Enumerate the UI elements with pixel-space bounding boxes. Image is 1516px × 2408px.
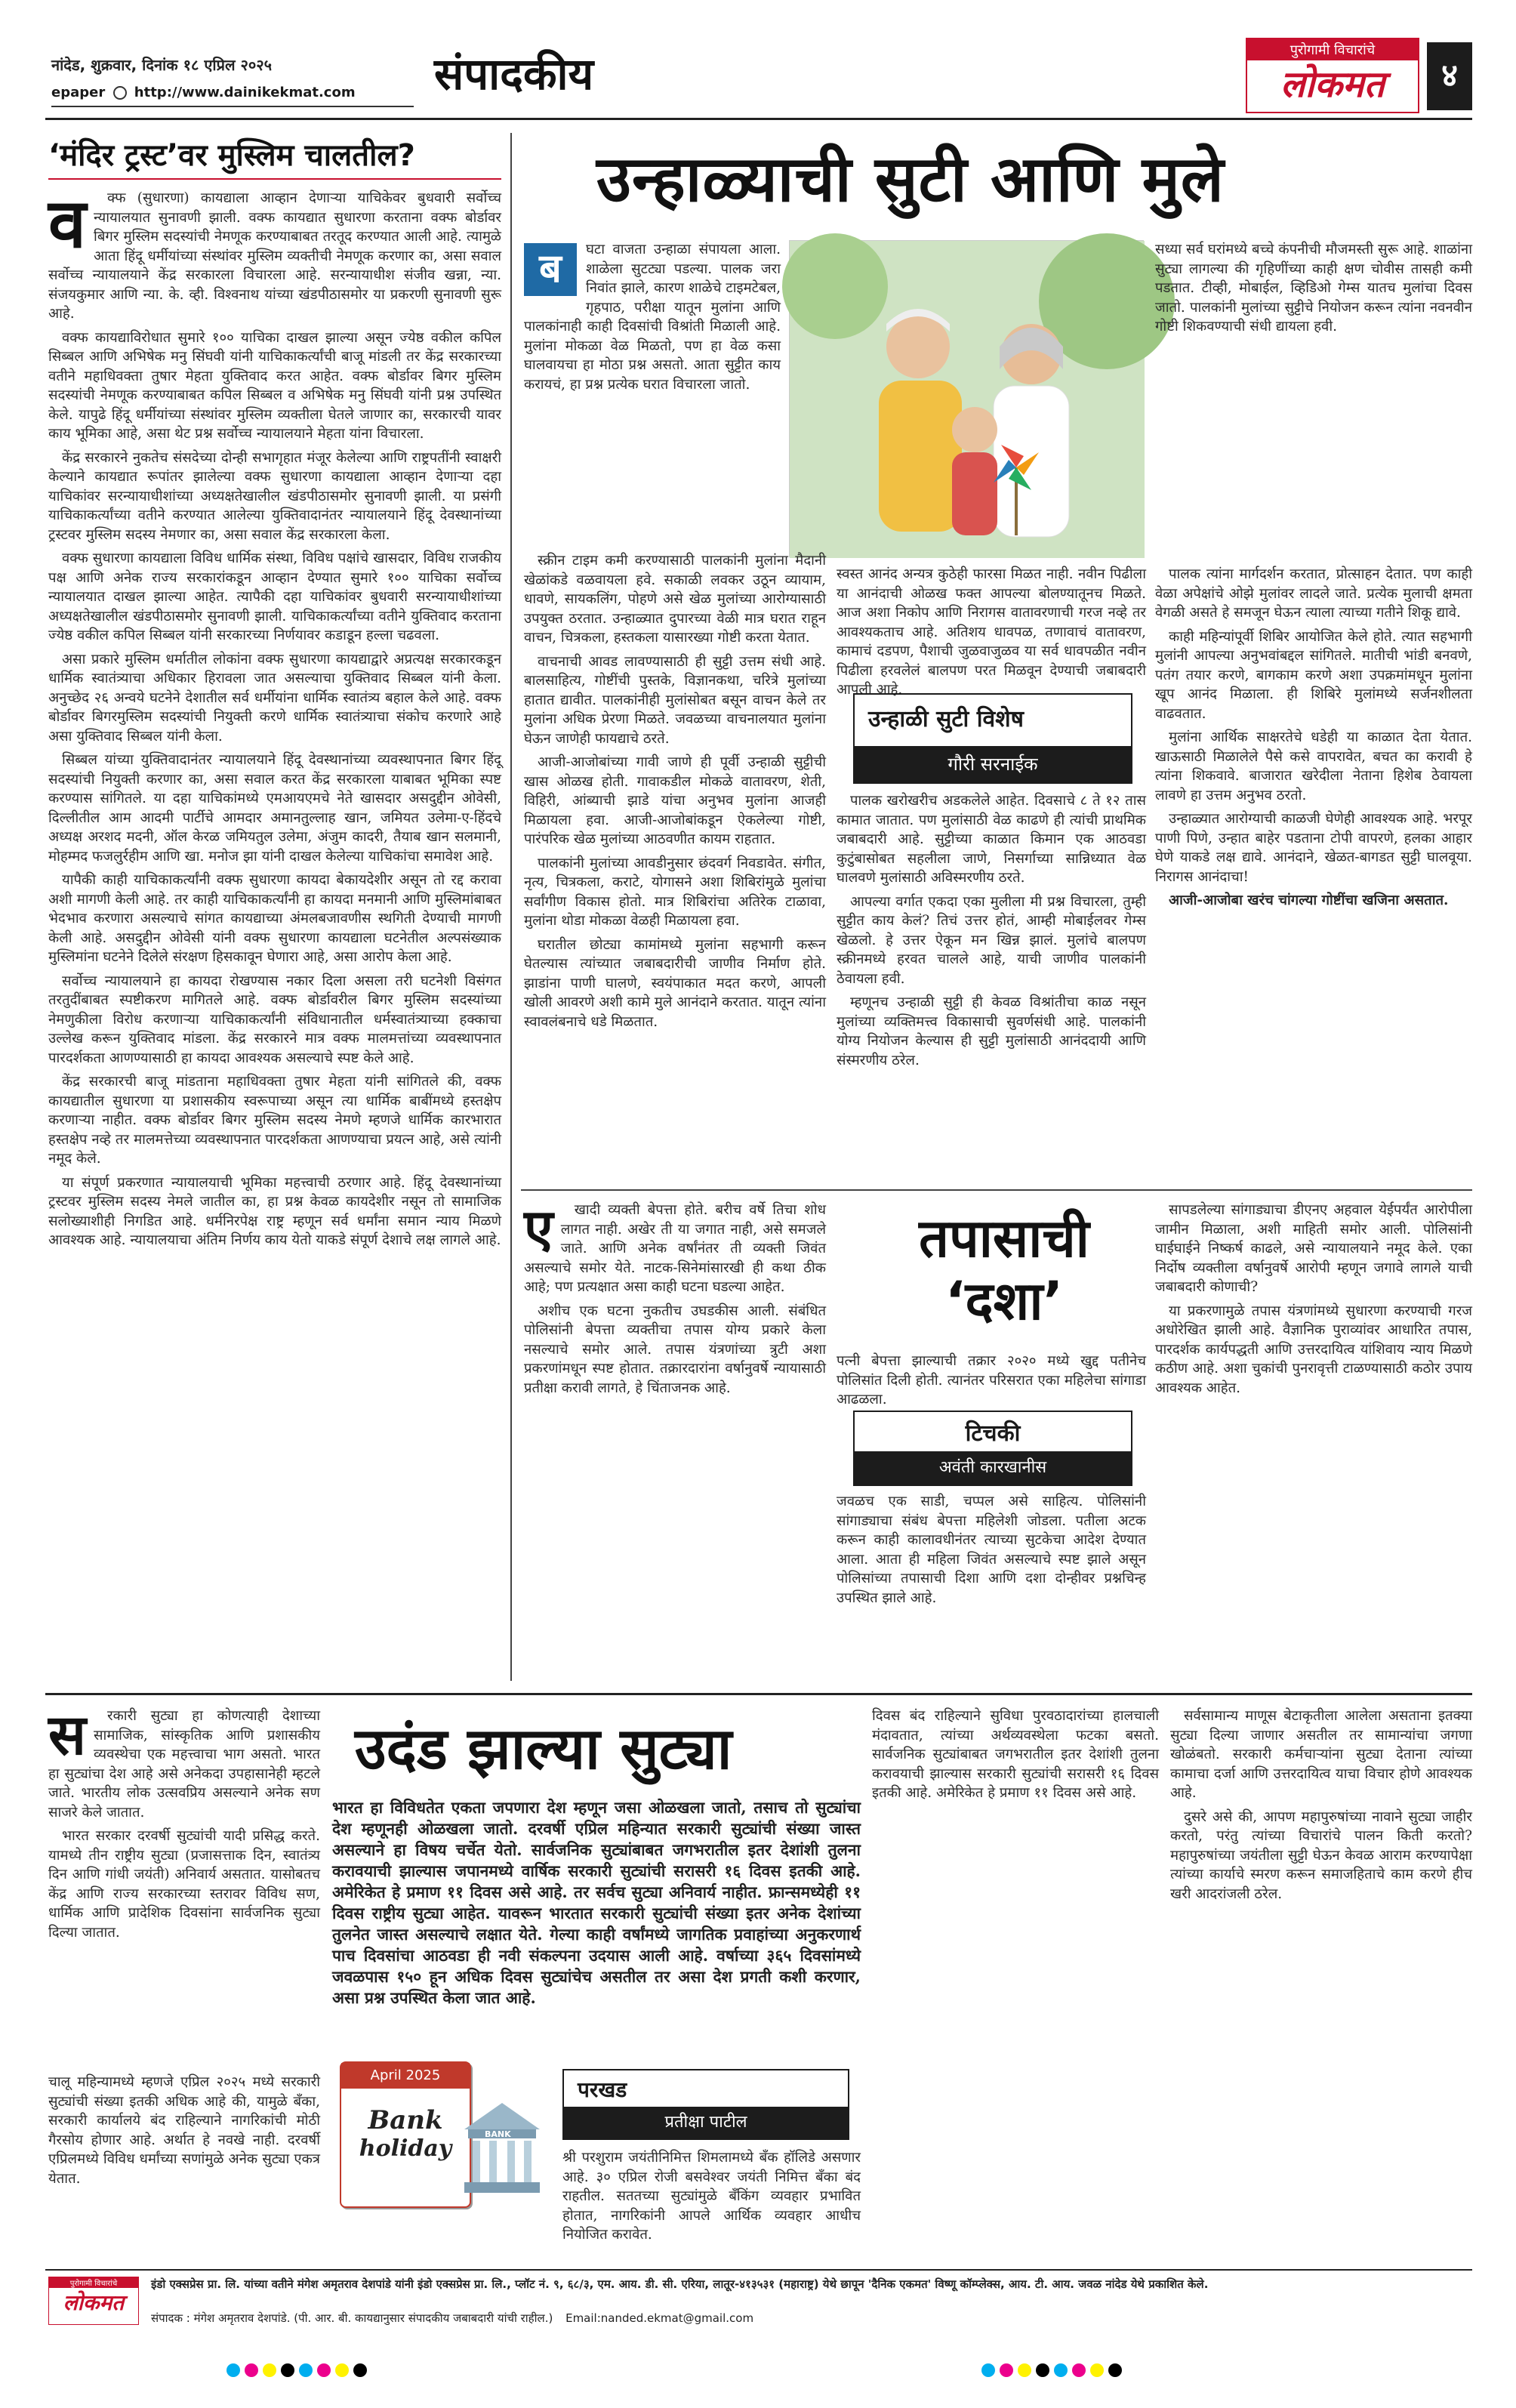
summer-paragraph: घरातील छोट्या कामांमध्ये मुलांना सहभागी करून घेतल्यास त्यांच्यात जबाबदारीची जाणीव निर्माण होते. झाडांना पाणी घालणे, स्वयंपाकात मदत करणे, आपली खोली आवरणे अशी कामे मुले आनंदाने करतात. यातून त्यांना स्वावलंबनाचे धडे मिळतात.	[524, 936, 826, 1030]
header-rule	[45, 118, 1472, 120]
tapas-col3	[1155, 1201, 1472, 1684]
holiday-lede: भारत हा विविधतेत एकता जपणारा देश म्हणून जसा ओळखला जातो, तसाच तो सुट्यांचा देश म्हणूनही ओळखला जातो. दरवर्षी एप्रिल महिन्यात सरकारी सुट्यांची संख्या जास्त असल्याने हा विषय चर्चेत येतो. सार्वजनिक सुट्यांबाबत जगभरातील इतर देशांशी तुलना करावयाची झाल्यास जपानमध्ये वार्षिक सरकारी सुट्यांची सरासरी १६ दिवस इतकी आहे. अमेरिकेत हे प्रमाण ११ दिवस असे आहे. तर सर्वच सुट्या अनिवार्य नाहीत. फ्रान्समध्येही ११ दिवस राष्ट्रीय सुट्या आहेत. यावरून भारतात सरकारी सुट्यांची संख्या इतर अनेक देशांच्या तुलनेत जास्त असल्याचे लक्षात येते. गेल्या काही वर्षांमध्ये जागतिक प्रवाहांच्या अनुकरणार्थ पाच दिवसांचा आठवडा ही नवी संकल्पना उदयास आली आहे. वर्षाच्या ३६५ दिवसांमध्ये जवळपास १५० हून अधिक दिवस सुट्यांचेच असतील तर असा देश प्रगती कशी करणार, असा प्रश्न उपस्थित केला जात आहे.	[332, 1798, 861, 2007]
tapas-paragraph: या प्रकरणामुळे तपास यंत्रणांमध्ये सुधारणा करण्याची गरज अधोरेखित झाली आहे. वैज्ञानिक पुराव्यांवर आधारित तपास, पारदर्शक कार्यपद्धती आणि उत्तरदायित्व यांशिवाय न्याय मिळणे कठीण आहे. अशा चुकांची पुनरावृत्ती टाळण्यासाठी कठोर उपाय आवश्यक आहेत.	[1155, 1303, 1472, 1396]
calendar-bank-line1: Bank	[368, 2105, 443, 2135]
holiday-paragraph: भारत सरकार दरवर्षी सुट्यांची यादी प्रसिद्ध करते. यामध्ये तीन राष्ट्रीय सुट्या (प्रजासत्ताक दिन, स्वातंत्र्य दिन आणि गांधी जयंती) अनिवार्य असतात. यासोबतच केंद्र आणि राज्य सरकारच्या स्तरावर विविध सण, धार्मिक आणि प्रादेशिक दिवसांना सार्वजनिक सुट्या दिल्या जातात.	[48, 1828, 320, 1941]
summer-intro-text: घटा वाजता उन्हाळा संपायला आला. शाळेला सुटट्या पडल्या. पालक जरा निवांत झाले, कारण शाळेचे टाइमटेबल, गृहपाठ, परीक्षा यातून मुलांना आणि पालकांनाही काही दिवसांची विश्रांती मिळाली आहे. मुलांना मोकळा वेळ मिळतो, पण हा वेळ कसा घालवायचा हा मोठा प्रश्न असतो. आता सुट्टीत काय करायचं, हा प्रश्न प्रत्येक घरात विचारला जातो.	[524, 242, 781, 393]
summer-kicker-box	[853, 693, 1132, 784]
summer-paragraph: पालक त्यांना मार्गदर्शन करतात, प्रोत्साहन देतात. पण काही वेळा अपेक्षांचे ओझे मुलांवर लादले जाते. प्रत्येक मुलाची क्षमता वेगळी असते हे समजून घेऊन त्याला त्याच्या गतीने शिकू द्यावे.	[1155, 566, 1472, 621]
holiday-dropcap: स	[48, 1703, 87, 1768]
summer-paragraph: वाचनाची आवड लावण्यासाठी ही सुट्टी उत्तम संधी आहे. बालसाहित्य, गोष्टींची पुस्तके, विज्ञानकथा, चरित्रे मुलांच्या हातात द्यावीत. पालकांनीही मुलांसोबत बसून वाचन केले तर मुलांना अधिक प्रेरणा मिळते. जवळच्या वाचनालयात मुलांना घेऊन जाणेही फायद्याचे ठरते.	[524, 653, 826, 747]
lead-headline-underline	[48, 178, 501, 180]
footer-email[interactable]: Email:nanded.ekmat@gmail.com	[565, 2311, 754, 2325]
footer-editor-line	[151, 2311, 1472, 2326]
tapas-paragraph: खादी व्यक्ती बेपत्ता होते. बरीच वर्षे तिचा शोध लागत नाही. अखेर ती या जगात नाही, असे समजले जाते. आणि अनेक वर्षांनंतर ती व्यक्ती जिवंत असल्याचे समोर येते. नाटक-सिनेमांसारखी ही कथा ठीक आहे; पण प्रत्यक्षात असा काही घटना घडल्या आहेत.	[524, 1202, 826, 1295]
family-photo	[789, 240, 1144, 557]
summer-paragraph: म्हणूनच उन्हाळी सुट्टी ही केवळ विश्रांतीचा काळ नसून मुलांच्या व्यक्तिमत्त्व विकासाची सुवर्णसंधी आहे. पालकांनी योग्य नियोजन केल्यास ही सुट्टी मुलांसाठी आनंददायी आणि संस्मरणीय ठरेल.	[837, 994, 1146, 1068]
epaper-label: epaper	[51, 85, 106, 100]
lead-dropcap: व	[48, 183, 87, 264]
tapas-col2: जवळच एक साडी, चप्पल असे साहित्य. पोलिसांनी सांगाड्याचा संबंध बेपत्ता महिलेशी जोडला. पतीला अटक करून काही कालावधीनंतर त्याच्या सुटकेचा आदेश देण्यात आला. आता ही महिला जिवंत असल्याचे स्पष्ट झाले असून पोलिसांच्या तपासाची दिशा आणि दशा दोन्हीवर प्रश्नचिन्ह उपस्थित झाले आहे.	[837, 1494, 1146, 1606]
family-illustration	[790, 241, 1145, 558]
summer-paragraph: उन्हाळ्यात आरोग्याची काळजी घेणेही आवश्यक आहे. भरपूर पाणी पिणे, उन्हात बाहेर पडताना टोपी वापरणे, हलका आहार घेणे याकडे लक्ष द्यावे. आनंदाने, खेळत-बागडत सुट्टी घालवूया. निरागस आनंदाचा!	[1155, 811, 1472, 885]
tapas-headline-line1: तपासाची	[919, 1207, 1089, 1269]
header-left-underline	[51, 106, 414, 107]
lead-paragraph: केंद्र सरकारने नुकतेच संसदेच्या दोन्ही सभागृहात मंजूर केलेल्या आणि राष्ट्रपतींनी स्वाक्षरी केल्याने कायद्यात रूपांतर झालेल्या वक्फ सुधारणा कायद्याला आव्हान देणाऱ्या दहा याचिकांवर सरन्यायाधीशांच्या अध्यक्षतेखालील खंडपीठासमोर सुनावणी झाली. या प्रसंगी याचिकाकर्त्यांच्या वतीने करण्यात आलेल्या युक्तिवादानंतर न्यायालयाने हिंदू देवस्थानांच्या ट्रस्टवर मुस्लिम सदस्य नेमणार का, असा सवाल केंद्र सरकारला केला.	[48, 449, 501, 543]
lead-paragraph: यापैकी काही याचिकाकर्त्यांनी वक्फ सुधारणा कायदा बेकायदेशीर असून तो रद्द करावा अशी मागणी केली आहे. तर काही याचिकाकर्त्यांनी हा कायदा मनमानी आणि मुस्लिमांबाबत भेदभाव करणारा असल्याचे सांगत कायद्याच्या अंमलबजावणीस स्थगिती देण्याची मागणी केली आहे. असदुद्दीन ओवेसी यांनी वक्फ सुधारणा कायद्याला घटनेतील अल्पसंख्याक मुस्लिमांना घटनेने दिलेले संरक्षण हिसकावून घेणारा आहे, असा आरोप केला आहे.	[48, 872, 501, 965]
holiday-col2-bottom: श्री परशुराम जयंतीनिमित्त शिमलामध्ये बँक हॉलिडे असणार आहे. ३० एप्रिल रोजी बसवेश्वर जयंती निमित्त बँका बंद राहतील. सततच्या सुट्यांमुळे बँकिंग व्यवहार प्रभावित होतात, नागरिकांनी आपले आर्थिक व्यवहार आधीच नियोजित करावेत.	[562, 2150, 861, 2243]
tapas-kicker-box	[853, 1411, 1132, 1486]
holiday-col2-top: दिवस बंद राहिल्याने सुविधा पुरवठादारांच्या हालचाली मंदावतात, त्यांच्या अर्थव्यवस्थेला फटका बसतो. सार्वजनिक सुट्यांबाबत जगभरातील इतर देशांशी तुलना करावयाची झाल्यास सरकारी सुट्यांची सरासरी १६ दिवस इतकी आहे. अमेरिकेत हे प्रमाण ११ दिवस असे आहे.	[872, 1708, 1159, 1801]
globe-icon	[113, 86, 127, 100]
holiday-author: प्रतीक्षा पाटील	[564, 2107, 848, 2138]
lead-paragraph: केंद्र सरकारची बाजू मांडताना महाधिवक्ता तुषार मेहता यांनी सांगितले की, वक्फ कायद्यातील सुधारणा या प्रशासकीय स्वरूपाच्या असून त्या धार्मिक बाबींमध्ये हस्तक्षेप करणाऱ्या नाहीत. वक्फ बोर्डावर बिगर मुस्लिम सदस्य नेमणे म्हणजे धार्मिक कारभारात हस्तक्षेप नव्हे तर मालमत्तेच्या व्यवस्थापनात पारदर्शकता आणण्याचा प्रयत्न आहे, असे त्यांनी नमूद केले.	[48, 1074, 501, 1167]
lead-paragraph: असा प्रकारे मुस्लिम धर्मातील लोकांना वक्फ सुधारणा कायद्याद्वारे अप्रत्यक्ष सरकारकडून धार्मिक स्वातंत्र्याचा अधिकार हिरावला जात असल्याचा युक्तिवाद सिब्बल यांनी केला. अनुच्छेद २६ अन्वये घटनेने देशातील सर्व धर्मीयांना धार्मिक स्वातंत्र्य बहाल केले आहे. वक्फ बोर्डावर बिगरमुस्लिम सदस्यांची नियुक्ती करणे धार्मिक स्वातंत्र्याचा संकोच करणारे आहे असा युक्तिवाद सिब्बल यांनी केला.	[48, 651, 501, 745]
summer-quote: आजी-आजोबा खरंच चांगल्या गोष्टींचा खजिना असतात.	[1169, 893, 1449, 908]
vertical-divider	[510, 133, 512, 1681]
holiday-col1	[48, 1703, 320, 2061]
tapas-col1	[524, 1197, 826, 1684]
lead-paragraph: या संपूर्ण प्रकरणात न्यायालयाची भूमिका महत्त्वाची ठरणार आहे. हिंदू देवस्थानांच्या ट्रस्टवर मुस्लिम सदस्य नेमले जातील का, हा प्रश्न केवळ कायदेशीर नसून तो सामाजिक सलोख्याशीही निगडित आहे. धर्मनिरपेक्ष राष्ट्र म्हणून सर्व धर्मांना समान न्याय मिळणे आवश्यक आहे. न्यायालयाचा अंतिम निर्णय काय येतो याकडे संपूर्ण देशाचे लक्ष लागले आहे.	[48, 1174, 501, 1248]
summer-author: गौरी सरनाईक	[855, 746, 1131, 782]
footer-logo	[48, 2277, 139, 2325]
tapas-headline	[853, 1208, 1155, 1333]
lead-paragraph: वक्फ सुधारणा कायद्याला विविध धार्मिक संस्था, विविध पक्षांचे खासदार, विविध राजकीय पक्ष आणि अनेक राज्य सरकारांकडून आव्हान देण्यात सुमारे १०० याचिका सर्वोच्च न्यायालयात दाखल झाल्या आहेत. त्यापैकी दहा याचिकांवर बुधवारी सरन्यायाधीशांच्या अध्यक्षतेखालील खंडपीठासमोर सुनावणी झाली. याचिकाकर्त्यांच्या वतीने युक्तिवाद करताना ज्येष्ठ वकील कपिल सिब्बल यांनी सरकारच्या निर्णयावर कडाडून हल्ला चढवला.	[48, 550, 501, 643]
tapas-kicker: टिचकी	[965, 1420, 1021, 1447]
calendar-bank-line2: holiday	[359, 2135, 452, 2162]
summer-paragraph: काही महिन्यांपूर्वी शिबिर आयोजित केले होते. त्यात सहभागी मुलांनी आपल्या अनुभवांबद्दल सांगितले. मातीची भांडी बनवणे, पतंग तयार करणे, बागकाम करणे अशा उपक्रमांमधून मुलांना खूप आनंद मिळाला. ही शिबिरे मुलांमध्ये सर्जनशीलता वाढवतात.	[1155, 628, 1472, 722]
holiday-paragraph: सर्वसामान्य माणूस बेटाकृतीला आलेला असताना इतक्या सुट्या दिल्या जाणार असतील तर सामान्यांचा जगणा खोळंबतो. सरकारी कर्मचाऱ्यांना सुट्या देताना त्यांच्या कामाचा दर्जा आणि उत्तरदायित्व याचा विचार होणे आवश्यक आहे.	[1170, 1708, 1472, 1801]
tapas-col2-top: पत्नी बेपत्ता झाल्याची तक्रार २०२० मध्ये खुद्द पतीनेच पोलिसांत दिली होती. त्यानंतर परिसरात एका महिलेचा सांगाडा आढळला.	[837, 1353, 1146, 1407]
lead-paragraph: क्फ (सुधारणा) कायद्याला आव्हान देणाऱ्या याचिकेवर बुधवारी सर्वोच्च न्यायालयात सुनावणी झाली. वक्फ कायद्यात सुधारणा करताना वक्फ बोर्डावर बिगर मुस्लिम सदस्यांची नेमणूक करण्याबाबत तरतूद करण्यात आली आहे. त्यामुळे आता हिंदू धर्मीयांच्या संस्थांवर मुस्लिम व्यक्तीची नेमणूक करणार का, असा सवाल सर्वोच्च न्यायालयाने केंद्र सरकारला विचारला आहे. सरन्यायाधीश संजीव खन्ना, न्या. संजयकुमार आणि न्या. के. व्ही. विश्वनाथ यांच्या खंडपीठासमोर या प्रकरणी सुनावणी सुरू आहे.	[48, 190, 501, 322]
lead-headline: ‘मंदिर ट्रस्ट’वर मुस्लिम चालतील?	[48, 138, 415, 173]
lead-body	[48, 183, 501, 1691]
summer-paragraph: पालक खरोखरीच अडकलेले आहेत. दिवसाचे ८ ते १२ तास कामात जातात. पण मुलांसाठी वेळ काढणे ही त्यांची प्राथमिक जबाबदारी आहे. सुट्टीच्या काळात किमान एक आठवडा कुटुंबासोबत सहलीला जाणे, निसर्गाच्या सान्निध्यात वेळ घालवणे मुलांसाठी अविस्मरणीय ठरते.	[837, 793, 1146, 886]
epaper-link[interactable]	[51, 85, 356, 100]
tapas-paragraph: अशीच एक घटना नुकतीच उघडकीस आली. संबंधित पोलिसांनी बेपत्ता व्यक्तीचा तपास योग्य प्रकारे केला नसल्याचे समोर आले. तपास यंत्रणांच्या त्रुटी अशा प्रकरणांमधून स्पष्ट होतात. तक्रारदारांना वर्षानुवर्षे न्यायासाठी प्रतीक्षा करावी लागते, हे चिंताजनक आहे.	[524, 1303, 826, 1396]
brand-logo	[1246, 38, 1419, 113]
section-title: संपादकीय	[434, 48, 594, 100]
summer-right-intro: सध्या सर्व घरांमध्ये बच्चे कंपनीची मौजमस्ती सुरू आहे. शाळांना सुट्या लागल्या की गृहिणींच्या काही क्षण चोवीस तासही कमी पडतात. टीव्ही, मोबाईल, व्हिडिओ गेम्स यातच मुलांचा दिवस जातो. पालकांनी मुलांच्या सुट्टीचे नियोजन करून त्यांना नवनवीन गोष्टी शिकवण्याची संधी द्यायला हवी.	[1155, 242, 1472, 335]
page-number: ४	[1427, 42, 1472, 110]
footer-editor: संपादक : मंगेश अमृतराव देशपांडे. (पी. आर. बी. कायद्यानुसार संपादकीय जबाबदारी यांची राहील.)	[151, 2311, 553, 2325]
bank-holiday-illustration	[332, 2054, 551, 2243]
tapas-headline-line2: ‘दशा’	[944, 1270, 1064, 1332]
bank-building-icon	[461, 2099, 544, 2197]
page-section-rule	[45, 1693, 1472, 1695]
bank-sign: BANK	[485, 2129, 511, 2139]
holiday-kicker: परखड	[578, 2077, 627, 2102]
summer-paragraph: मुलांना आर्थिक साक्षरतेचे धडेही या काळात देता येतात. खाऊसाठी मिळालेले पैसे कसे वापरावेत, बचत का करावी हे त्यांना शिकवावे. बाजारात खरेदीला नेताना हिशेब ठेवायला लावणे हा उत्तम अनुभव ठरतो.	[1155, 729, 1472, 803]
brand-tagline: पुरोगामी विचारांचे	[1247, 39, 1418, 60]
summer-dropcap: ब	[524, 243, 577, 296]
calendar-icon	[340, 2061, 471, 2208]
tapas-author: अवंती कारखानीस	[855, 1451, 1131, 1485]
lead-paragraph: सर्वोच्च न्यायालयाने हा कायदा रोखण्यास नकार दिला असला तरी घटनेशी विसंगत तरतुदींबाबत स्पष्टीकरण मागितले आहे. वक्फ बोर्डावरील बिगर मुस्लिम सदस्यांच्या नेमणुकीला विरोध करणाऱ्या याचिकाकर्त्यांनी संविधानातील धर्मस्वातंत्र्याच्या हक्काचा उल्लेख करून युक्तिवाद मांडला. केंद्र सरकारने मात्र वक्फ मालमत्तांच्या व्यवस्थापनात पारदर्शकता आणण्यासाठी हा कायदा आवश्यक असल्याचे स्पष्ट केले आहे.	[48, 973, 501, 1066]
summer-headline: उन्हाळ्याची सुटी आणि मुले	[596, 142, 1225, 216]
footer-imprint: इंडो एक्सप्रेस प्रा. लि. यांच्या वतीने मंगेश अमृतराव देशपांडे यांनी इंडो एक्सप्रेस प्रा. लि., प्लॉट नं. ९, ६८/३, एम. आय. डी. सी. एरिया, लातूर-४१३५३१ (महाराष्ट्र) येथे छापून 'दैनिक एकमत' विष्णू कॉम्प्लेक्स, आय. टी. आय. जवळ नांदेड येथे प्रकाशित केले.	[151, 2277, 1209, 2291]
lead-paragraph: सिब्बल यांच्या युक्तिवादानंतर न्यायालयाने हिंदू देवस्थानांच्या व्यवस्थापनात बिगर हिंदू सदस्यांची नियुक्ती करणार का, असा सवाल करत केंद्र सरकारला याबाबत भूमिका स्पष्ट करण्यास सांगितले. या दहा याचिकांमध्ये एमआयएमचे नेते खासदार असदुद्दीन ओवेसी, दिल्लीतील आम आदमी पार्टीचे आमदार अमानतुल्लाह खान, जमियत उलेमा-ए-हिंदचे अध्यक्ष अरशद मदनी, ऑल केरळ जमियतुल उलेमा, अंजुम कादरी, तैयाब खान सलमानी, मोहम्मद फजलुर्रहीम आणि खा. मनोज झा यांनी दाखल केलेल्या याचिकांचा समावेश आहे.	[48, 752, 501, 865]
tapas-dropcap: ए	[524, 1197, 553, 1259]
holiday-col3	[1170, 1707, 1472, 2262]
registration-dots-right	[981, 2363, 1126, 2380]
footer-brand-tagline: पुरोगामी विचारांचे	[49, 2277, 138, 2288]
summer-paragraph: आजी-आजोबांच्या गावी जाणे ही पूर्वी उन्हाळी सुट्टीची खास ओळख होती. गावाकडील मोकळे वातावरण, शेती, विहिरी, आंब्याची झाडे यांचा अनुभव मुलांना आजही मिळायला हवा. आजी-आजोबांकडून ऐकलेल्या गोष्टी, पारंपरिक खेळ मुलांच्या आठवणीत कायम राहतात.	[524, 754, 826, 847]
holiday-col1-bottom: चालू महिन्यामध्ये म्हणजे एप्रिल २०२५ मध्ये सरकारी सुट्यांची संख्या इतकी अधिक आहे की, यामुळे बँका, सरकारी कार्यालये बंद राहिल्याने नागरिकांची मोठी गैरसोय होणार आहे. अर्थात हे नवखे नाही. दरवर्षी एप्रिलमध्ये विविध धर्मांच्या सणांमुळे अनेक सुट्या एकत्र येतात.	[48, 2074, 320, 2187]
tapas-paragraph: सापडलेल्या सांगाड्याचा डीएनए अहवाल येईपर्यंत आरोपीला जामीन मिळाला, अशी माहिती समोर आली. पोलिसांनी घाईघाईने निष्कर्ष काढले, असे न्यायालयाने नमूद केले. एका निर्दोष व्यक्तीला वर्षानुवर्षे आरोपी म्हणून जगावे लागले याची जबाबदारी कोणाची?	[1155, 1202, 1472, 1295]
holiday-headline: उदंड झाल्या सुट्या	[355, 1715, 732, 1782]
footer-rule	[45, 2269, 1472, 2271]
calendar-month: April 2025	[341, 2063, 470, 2089]
holiday-paragraph: दुसरे असे की, आपण महापुरुषांच्या नावाने सुट्या जाहीर करतो, परंतु त्यांच्या विचारांचे पालन किती करतो? महापुरुषांच्या जयंतीला सुट्टी घेऊन केवळ आराम करण्यापेक्षा त्यांच्या कार्याचे स्मरण करून समाजहिताचे काम करणे हीच खरी आदरांजली ठरेल.	[1170, 1808, 1472, 1902]
summer-paragraph: स्क्रीन टाइम कमी करण्यासाठी पालकांनी मुलांना मैदानी खेळांकडे वळवायला हवे. सकाळी लवकर उठून व्यायाम, धावणे, सायकलिंग, पोहणे असे खेळ मुलांच्या आरोग्यासाठी उपयुक्त ठरतात. उन्हाळ्यात दुपारच्या वेळी मात्र घरात राहून वाचन, चित्रकला, हस्तकला यासारख्या गोष्टी करता येतात.	[524, 553, 826, 646]
summer-paragraph: आपल्या वर्गात एकदा एका मुलीला मी प्रश्न विचारला, तुम्ही सुट्टीत काय केलं? तिचं उत्तर होतं, आम्ही मोबाईलवर गेम्स खेळलो. हे उत्तर ऐकून मन खिन्न झालं. मुलांचे बालपण स्क्रीनमध्ये हरवत चालले आहे, याची जाणीव पालकांनी ठेवायला हवी.	[837, 893, 1146, 987]
dateline: नांदेड, शुक्रवार, दिनांक १८ एप्रिल २०२५	[51, 56, 273, 74]
footer-brand-name: लोकमत	[63, 2290, 125, 2315]
summer-paragraph: पालकांनी मुलांच्या आवडीनुसार छंदवर्ग निवडावेत. संगीत, नृत्य, चित्रकला, कराटे, योगासने अशा शिबिरांमुळे मुलांचा सर्वांगीण विकास होतो. मात्र शिबिरांचा अतिरेक टाळावा, मुलांना थोडा मोकळा वेळही मिळायला हवा.	[524, 855, 826, 929]
holiday-kicker-box	[562, 2069, 849, 2140]
section-rule	[521, 1189, 1472, 1191]
website-url[interactable]: http://www.dainikekmat.com	[134, 85, 356, 100]
summer-col2-top: स्वस्त आनंद अन्यत्र कुठेही फारसा मिळत नाही. नवीन पिढीला या आनंदाची ओळख फक्त आपल्या बोलण्यातूनच मिळते. आज अशा निकोप आणि निरागस वातावरणाची गरज नव्हे तर आवश्यकताच आहे. अतिशय धावपळ, तणावाचं वातावरण, कामाचं दडपण, पैशाची जुळवाजुळव या सर्व धावपळीत नवीन पिढीला हरवलेलं बालपण परत मिळवून देण्याची जबाबदारी आपली आहे.	[837, 566, 1146, 698]
lead-paragraph: वक्फ कायद्याविरोधात सुमारे १०० याचिका दाखल झाल्या असून ज्येष्ठ वकील कपिल सिब्बल आणि अभिषेक मनु सिंघवी यांनी याचिकाकर्त्यांची बाजू मांडली तर केंद्र सरकारच्या वतीने महाधिवक्ता तुषार मेहता युक्तिवाद करत आहेत. वक्फ बोर्डावर बिगर मुस्लिम सदस्यांची नेमणूक करण्याबाबत कपिल सिब्बल व अभिषेक मनु सिंघवी यांनी प्रश्न उपस्थित केले. यापुढे हिंदू धर्मीयांच्या संस्थांवर मुस्लिम व्यक्तीला घेतले जाणार का, सरकारची यावर काय भूमिका आहे, असा थेट प्रश्न सर्वोच्च न्यायालयाने मेहता यांना विचारला.	[48, 329, 501, 442]
holiday-paragraph: रकारी सुट्या हा कोणत्याही देशाच्या सामाजिक, सांस्कृतिक आणि प्रशासकीय व्यवस्थेचा एक महत्त्वाचा भाग असतो. भारत हा सुट्यांचा देश आहे असे अनेकदा उपहासानेही म्हटले जाते. भारतीय लोक उत्सवप्रिय असल्याने अनेक सण साजरे केले जातात.	[48, 1708, 320, 1821]
summer-intro	[524, 240, 781, 542]
registration-dots-left	[226, 2363, 371, 2380]
brand-name: लोकमत	[1280, 63, 1385, 106]
summer-kicker: उन्हाळी सुटी विशेष	[868, 706, 1024, 732]
